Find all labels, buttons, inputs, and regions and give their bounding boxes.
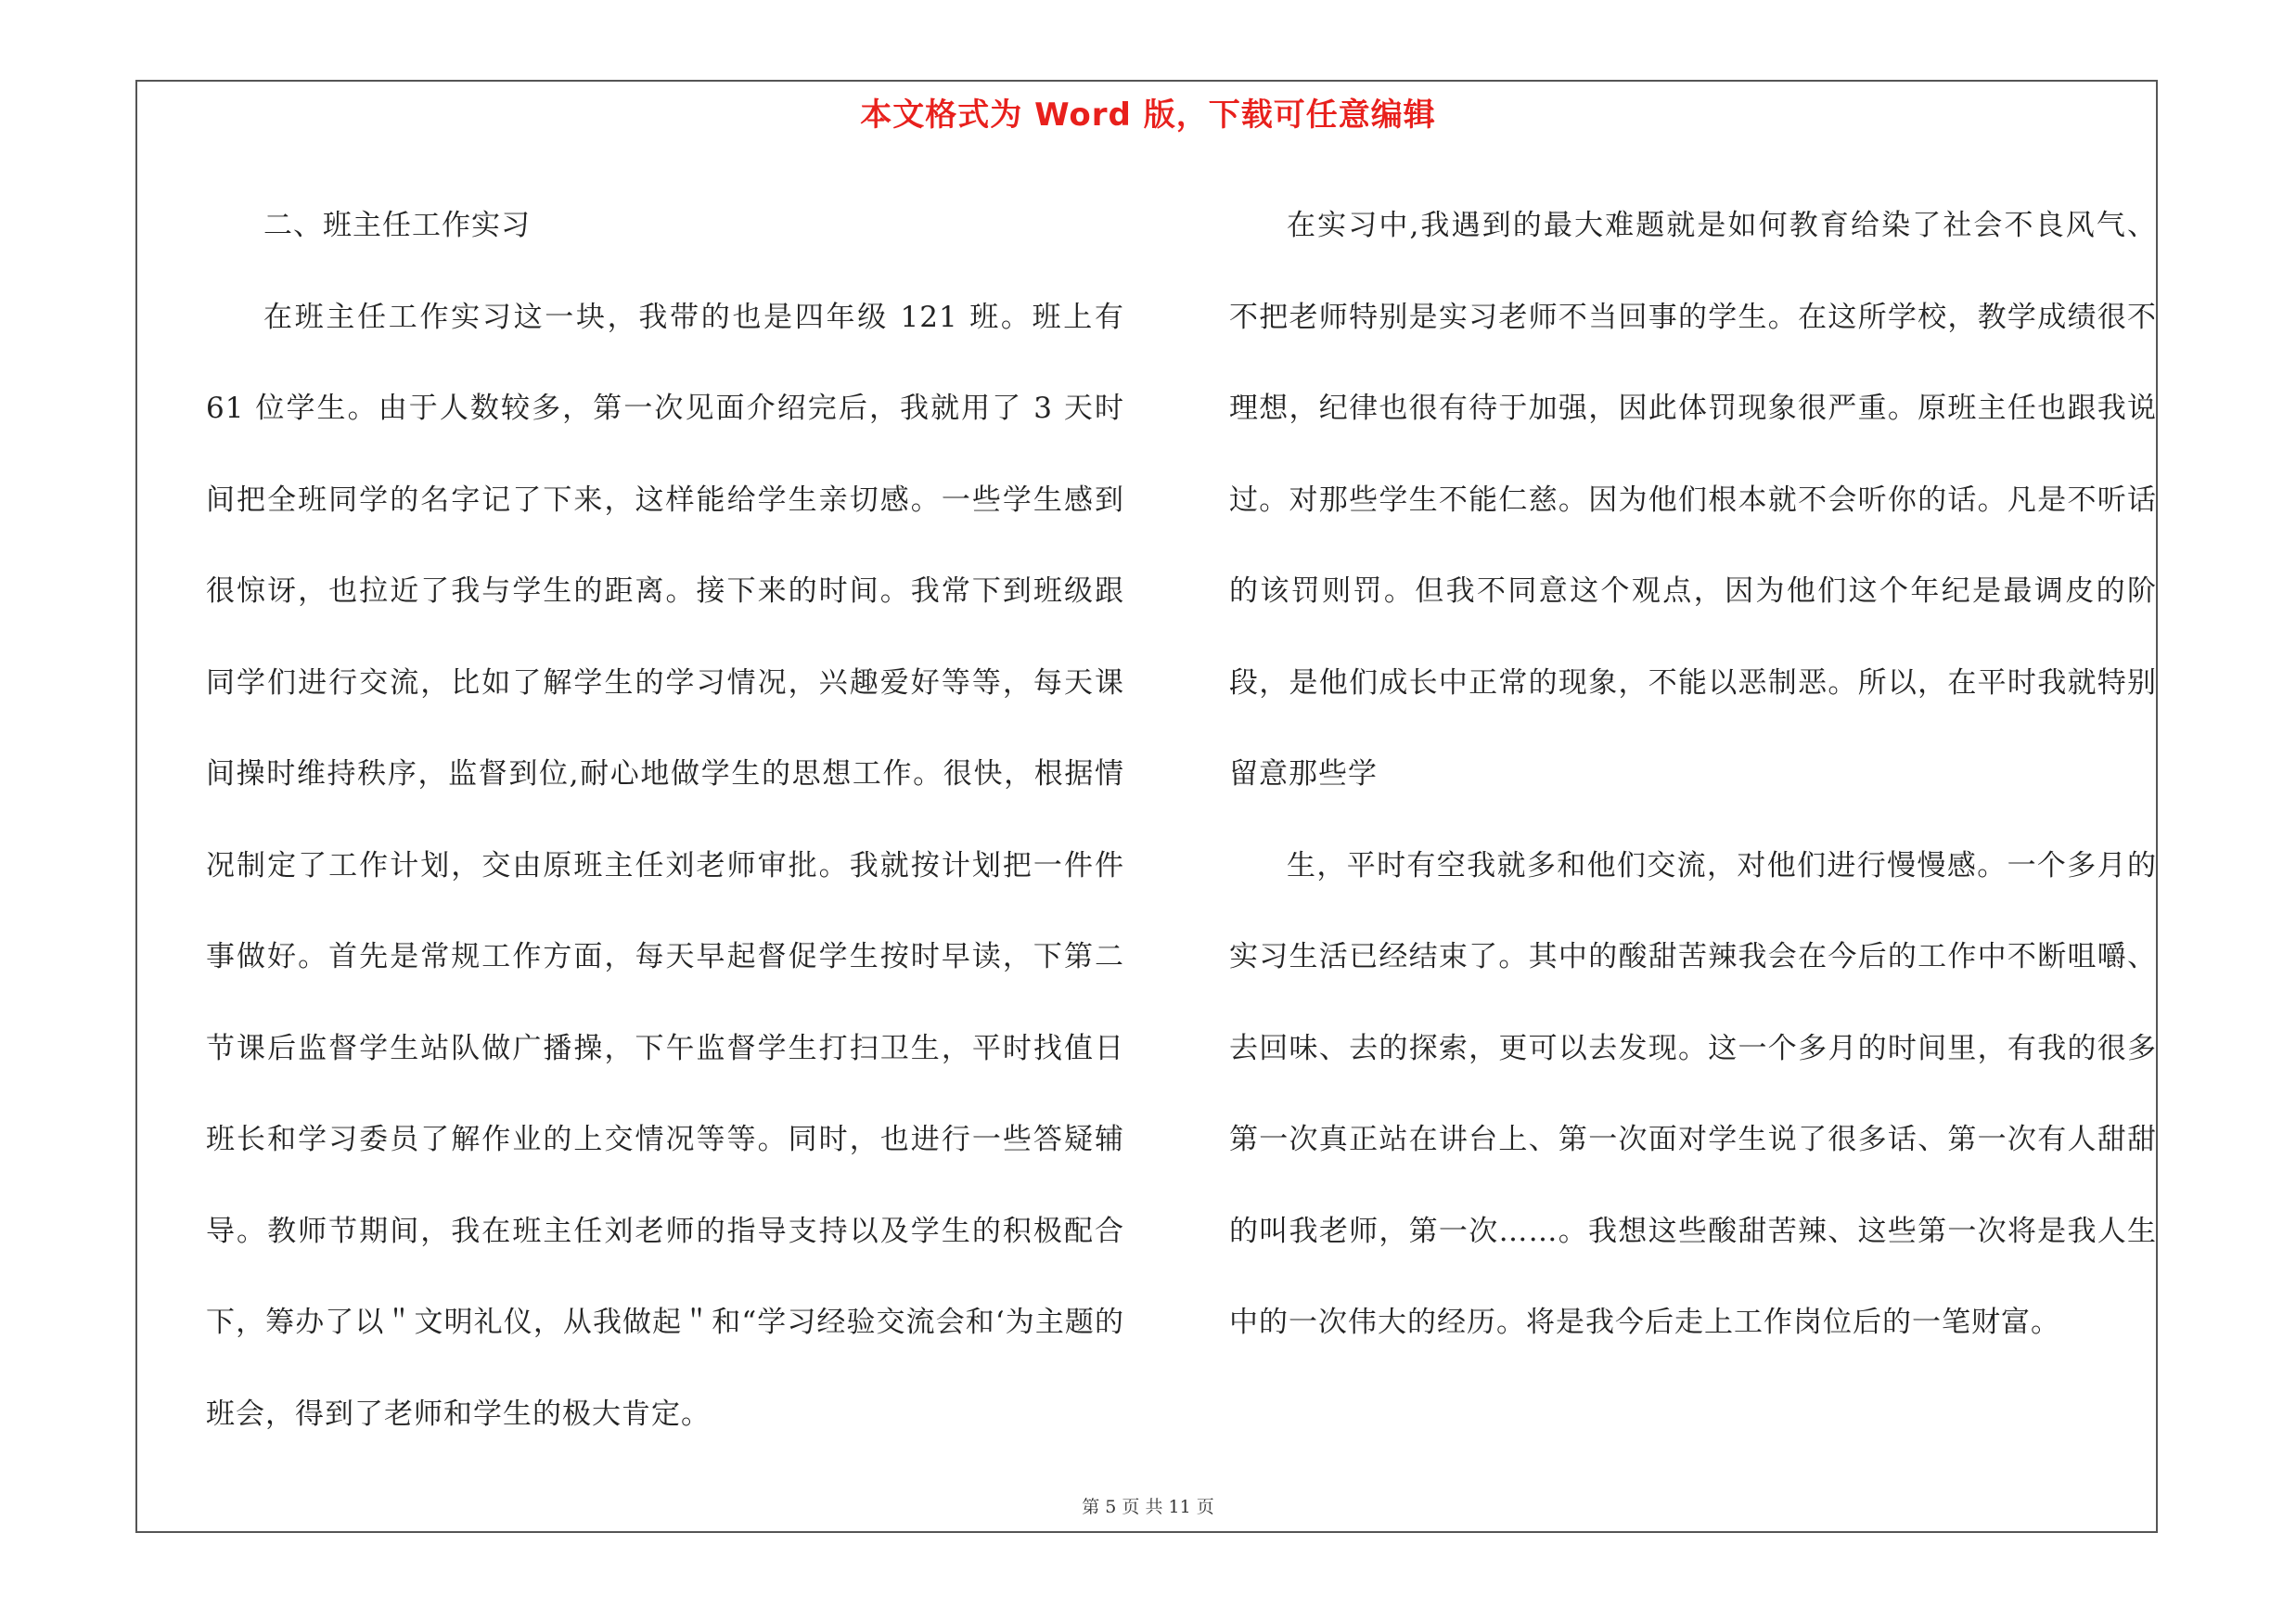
right-paragraph-1: 在实习中,我遇到的最大难题就是如何教育给染了社会不良风气、不把老师特别是实习老师不当回事的学生。在这所学校，教学成绩很不理想，纪律也很有待于加强，因此体罚现象很严重。原班主任也跟我说过。对那些学生不能仁慈。因为他们根本就不会听你的话。凡是不听话的该罚则罚。但我不同意这个观点，因为他们这个年纪是最调皮的阶段，是他们成长中正常的现象，不能以恶制恶。所以，在平时我就特别留意那些学	[1229, 209, 2157, 791]
format-banner: 本文格式为 Word 版，下载可任意编辑	[860, 97, 1436, 134]
left-paragraph: 在班主任工作实习这一块，我带的也是四年级 121 班。班上有 61 位学生。由于人数较多，第一次见面介绍完后，我就用了 3 天时间把全班同学的名字记了下来，这样能给学生亲切感。一些学生感到很惊讶，也拉近了我与学生的距离。接下来的时间。我常下到班级跟同学们进行交流，比如了解学生的学习情况，兴趣爱好等等，每天课间操时维持秩序，监督到位,耐心地做学生的思想工作。很快，根据情况制定了工作计划，交由原班主任刘老师审批。我就按计划把一件件事做好。首先是常规工作方面，每天早起督促学生按时早读，下第二节课后监督学生站队做广播操，下午监督学生打扫卫生，平时找值日班长和学习委员了解作业的上交情况等等。同时，也进行一些答疑辅导。教师节期间，我在班主任刘老师的指导支持以及学生的积极配合下，筹办了以＂文明礼仪，从我做起＂和“学习经验交流会和‘为主题的班会，得到了老师和学生的极大肯定。	[206, 300, 1124, 1431]
right-paragraph-2: 生，平时有空我就多和他们交流，对他们进行慢慢感。一个多月的实习生活已经结束了。其中的酸甜苦辣我会在今后的工作中不断咀嚼、去回味、去的探索，更可以去发现。这一个多月的时间里，有我的很多第一次真正站在讲台上、第一次面对学生说了很多话、第一次有人甜甜的叫我老师，第一次……。我想这些酸甜苦辣、这些第一次将是我人生中的一次伟大的经历。将是我今后走上工作岗位后的一笔财富。	[1229, 848, 2157, 1339]
page-number: 第 5 页 共 11 页	[1082, 1497, 1214, 1517]
left-column	[206, 180, 1124, 1460]
right-column	[1229, 180, 2157, 1369]
section-heading: 二、班主任工作实习	[263, 209, 531, 242]
